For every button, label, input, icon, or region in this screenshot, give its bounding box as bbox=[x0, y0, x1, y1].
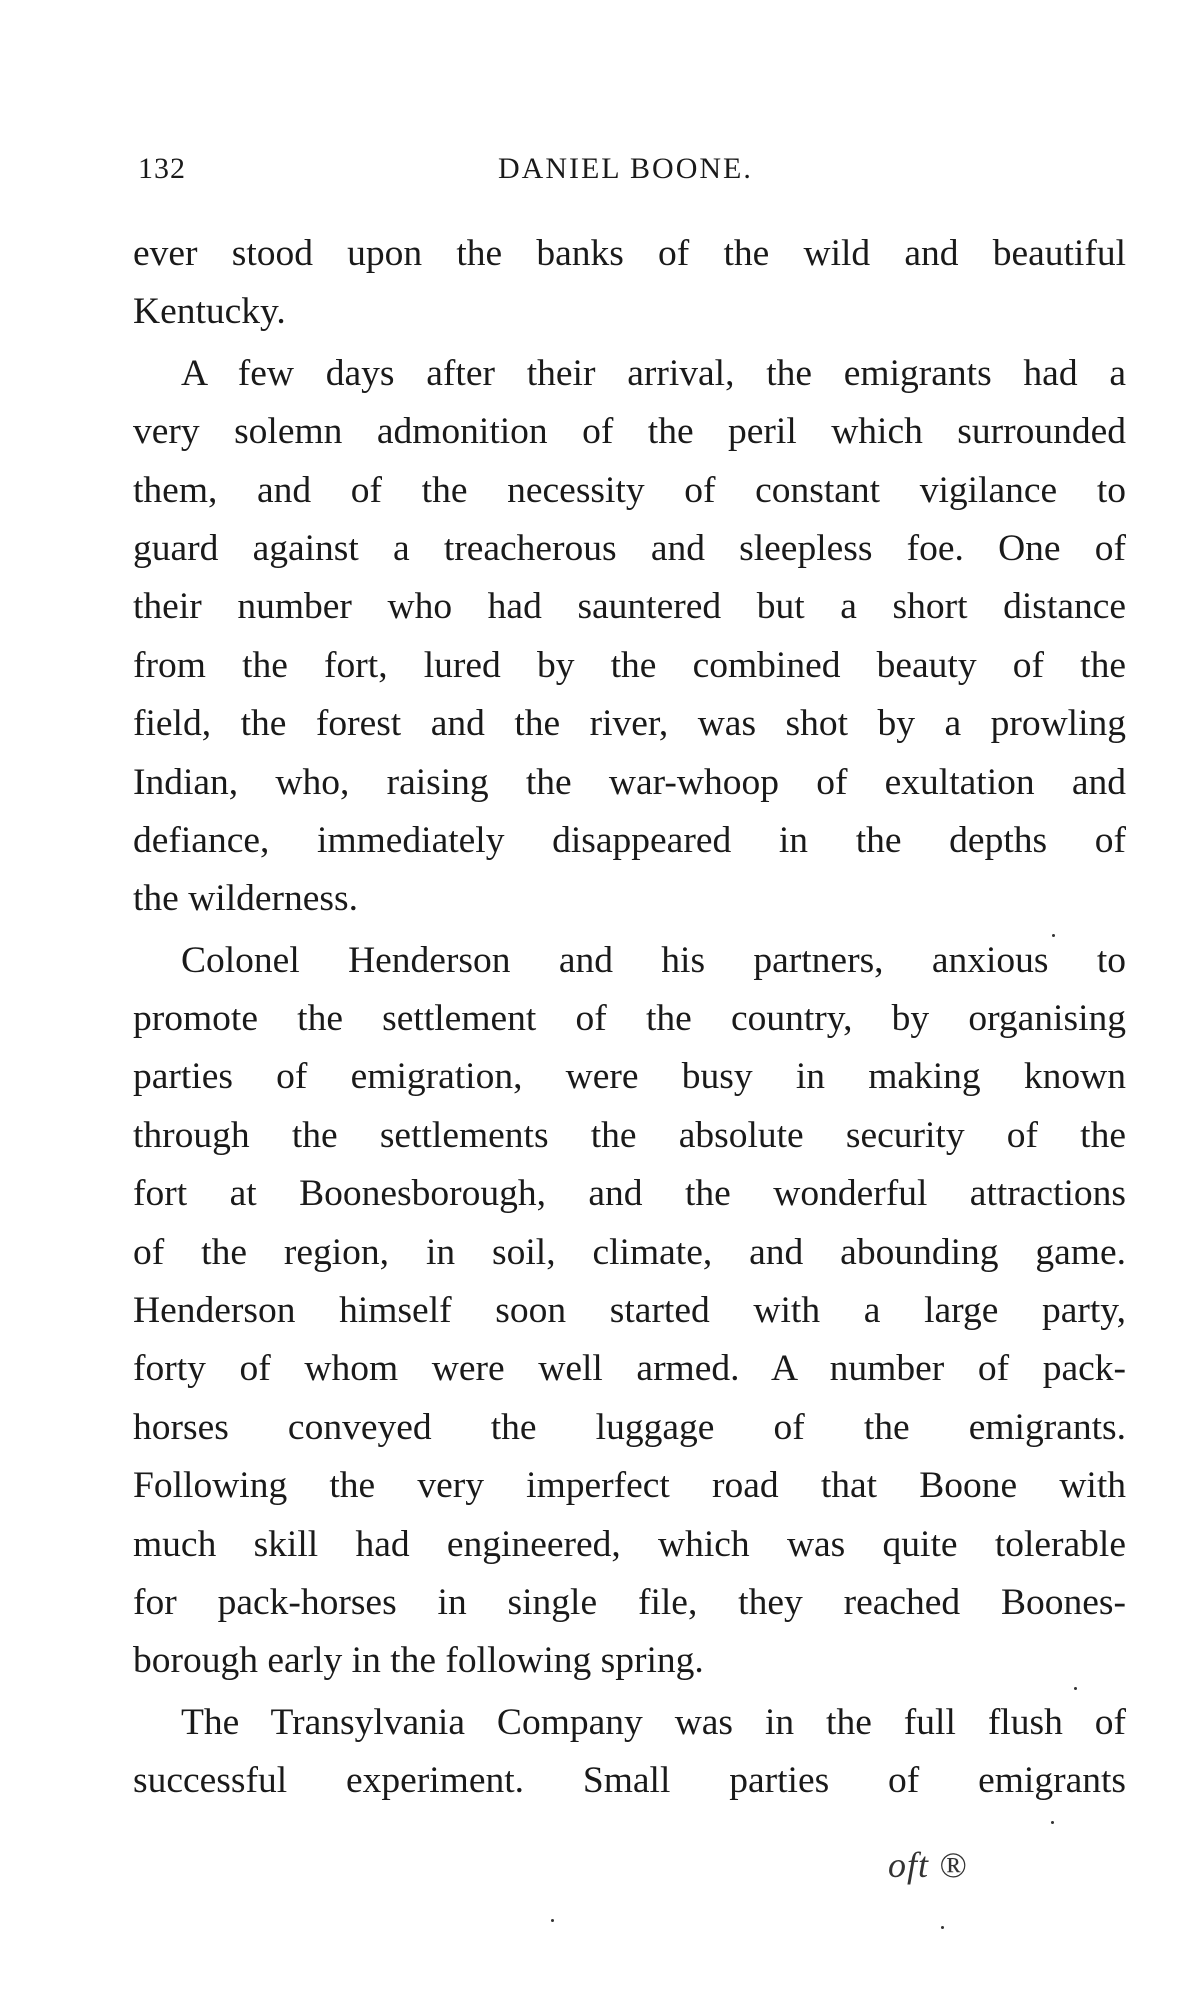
text-line: field, the forest and the river, was shot by a prowling bbox=[133, 703, 1126, 745]
text-line: parties of emigration, were busy in making known bbox=[133, 1056, 1126, 1098]
text-line: Colonel Henderson and his partners, anxious to bbox=[181, 939, 1126, 981]
text-line: horses conveyed the luggage of the emigrants. bbox=[133, 1406, 1126, 1448]
text-line: defiance, immediately disappeared in the depths of bbox=[133, 819, 1126, 861]
text-line: promote the settlement of the country, by organising bbox=[133, 998, 1126, 1040]
page-header bbox=[138, 152, 1098, 192]
scan-speck bbox=[1051, 1821, 1054, 1824]
text-line: forty of whom were well armed. A number of pack- bbox=[133, 1348, 1126, 1390]
text-line: borough early in the following spring. bbox=[133, 1640, 704, 1682]
text-line: ever stood upon the banks of the wild and beautiful bbox=[133, 233, 1126, 274]
text-line: A few days after their arrival, the emigrants had a bbox=[181, 352, 1126, 394]
text-line: the wilderness. bbox=[133, 878, 358, 920]
page-number: 132 bbox=[138, 152, 186, 185]
body-text bbox=[133, 225, 1126, 1811]
scan-speck bbox=[1052, 934, 1055, 937]
text-line: of the region, in soil, climate, and abounding game. bbox=[133, 1231, 1126, 1273]
text-line: fort at Boonesborough, and the wonderful attractions bbox=[133, 1173, 1126, 1215]
text-line: for pack-horses in single file, they reached Boones- bbox=[133, 1581, 1126, 1623]
text-line: Indian, who, raising the war-whoop of exultation and bbox=[133, 761, 1126, 803]
text-line: Kentucky. bbox=[133, 291, 286, 333]
text-line: through the settlements the absolute security of the bbox=[133, 1114, 1126, 1156]
text-line: Following the very imperfect road that Boone with bbox=[133, 1465, 1126, 1507]
scan-speck bbox=[1074, 1687, 1077, 1690]
text-line: them, and of the necessity of constant vigilance to bbox=[133, 469, 1126, 511]
text-line: Henderson himself soon started with a large party, bbox=[133, 1290, 1126, 1332]
text-line: guard against a treacherous and sleepless foe. One of bbox=[133, 527, 1126, 569]
scan-speck bbox=[941, 1926, 944, 1929]
text-line: their number who had sauntered but a short distance bbox=[133, 586, 1126, 628]
scan-speck bbox=[551, 1919, 554, 1922]
text-line: from the fort, lured by the combined beauty of the bbox=[133, 644, 1126, 686]
text-line: very solemn admonition of the peril which surrounded bbox=[133, 411, 1126, 453]
running-head: DANIEL BOONE. bbox=[498, 152, 753, 185]
signature-mark: oft ® bbox=[888, 1845, 968, 1885]
text-line: The Transylvania Company was in the full flush of bbox=[181, 1701, 1126, 1743]
text-line: successful experiment. Small parties of emigrants bbox=[133, 1760, 1126, 1802]
text-line: much skill had engineered, which was quite tolerable bbox=[133, 1523, 1126, 1565]
